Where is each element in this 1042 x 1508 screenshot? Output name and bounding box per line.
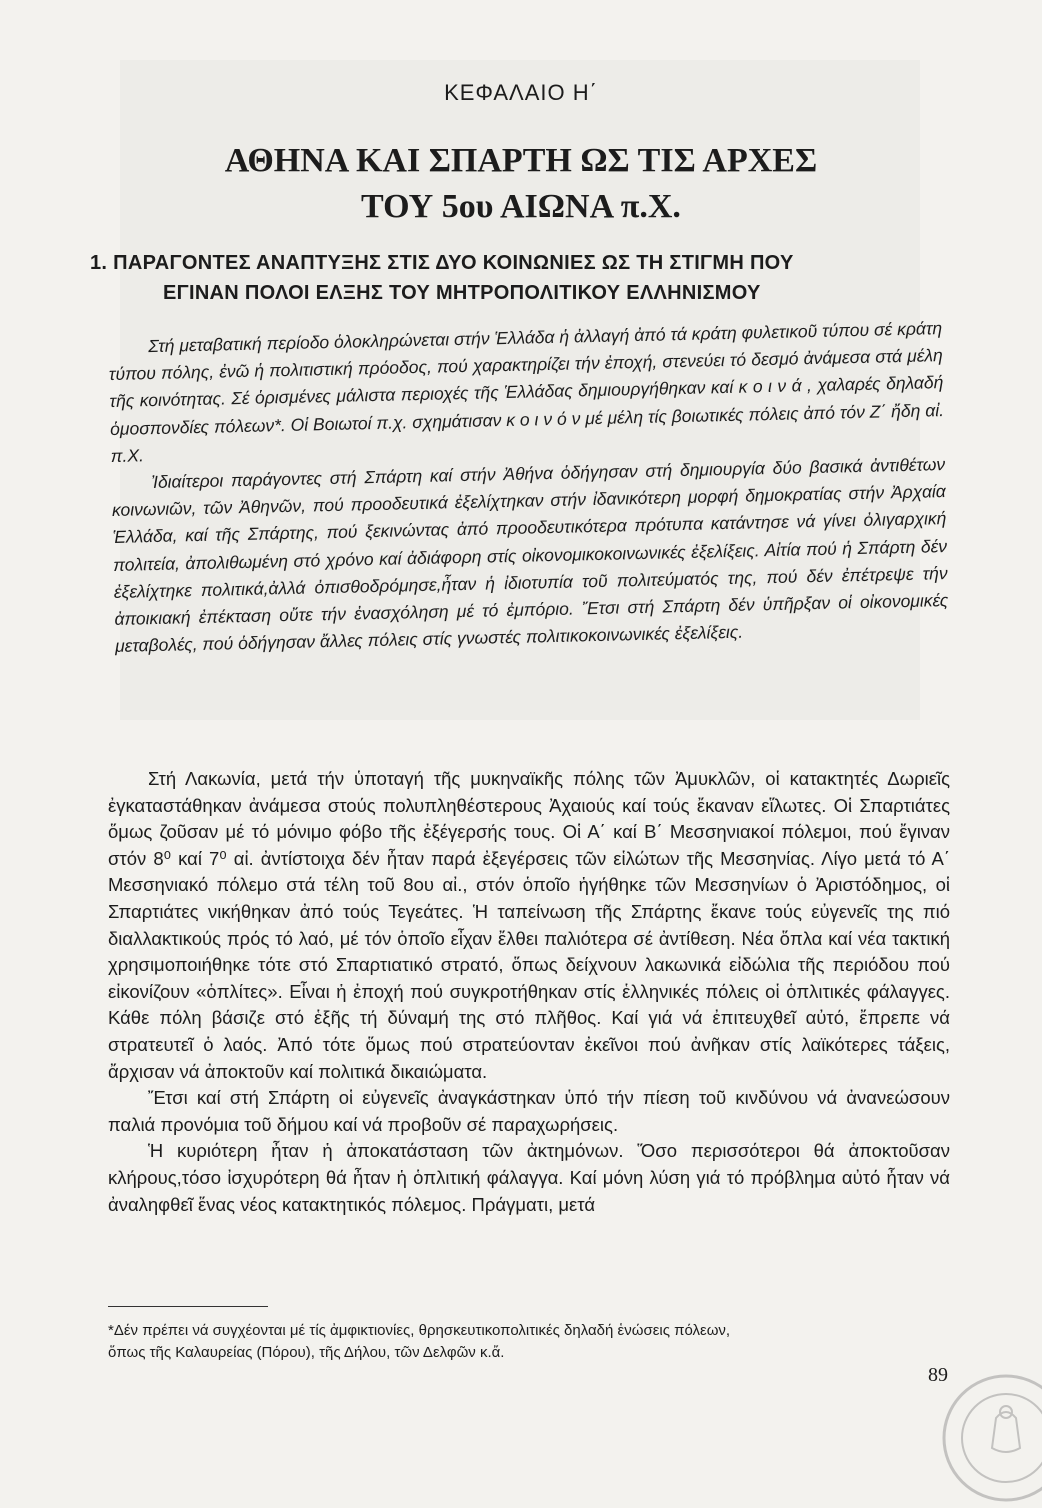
footnote-line-2: ὅπως τῆς Καλαυρείας (Πόρου), τῆς Δήλου, τῶν Δελφῶν κ.ἄ. (108, 1344, 505, 1361)
italic-introduction (108, 315, 949, 660)
chapter-label: ΚΕΦΑΛΑΙΟ Η΄ (444, 80, 598, 105)
chapter-title-line-1: ΑΘΗΝΑ ΚΑΙ ΣΠΑΡΤΗ ΩΣ ΤΙΣ ΑΡΧΕΣ (224, 142, 818, 179)
chapter-title-line-2: ΤΟΥ 5ου ΑΙΩΝΑ π.Χ. (361, 188, 681, 225)
footnote (108, 1320, 958, 1364)
body-paragraph: Στή Λακωνία, μετά τήν ὑποταγή τῆς μυκηναϊκῆς πόλης τῶν Ἀμυκλῶν, οἱ κατακτητές Δωριεῖς ἐγκαταστάθηκαν ἀνάμεσα στούς πολυπληθέστερους Ἀχαιούς καί τούς ἔκαναν εἵλωτες. Οἱ Σπαρτιάτες ὅμως ζοῦσαν μέ τό μόνιμο φόβο τῆς ἐξέγερσής τους. Οἱ Α΄ καί Β΄ Μεσσηνιακοί πόλεμοι, πού ἔγιναν στόν 8⁰ καί 7⁰ αἰ. ἀντίστοιχα δέν ἦταν παρά ἐξεγέρσεις τῶν εἱλώτων τῆς Μεσσηνίας. Λίγο μετά τό Α΄ Μεσσηνιακό πόλεμο στά τέλη τοῦ 8ου αἰ., στόν ὁποῖο ἡγήθηκε τῶν Μεσσηνίων ὁ Ἀριστόδημος, οἱ Σπαρτιάτες νικήθηκαν ἀπό τούς Τεγεάτες. Ἡ ταπείνωση τῆς Σπάρτης ἔκανε τούς εὐγενεῖς της πιό διαλλακτικούς πρός τό λαό, μέ τόν ὁποῖο εἶχαν ἔλθει παλιότερα σέ ἀντίθεση. Νέα ὅπλα καί νέα τακτική χρησιμοποιήθηκε τότε στό Σπαρτιατικό στρατό, ὅπως δείχνουν λακωνικά εἰδώλια τῆς περιόδου πού εἰκονίζουν «ὁπλίτες». Εἶναι ἡ ἐποχή πού συγκροτήθηκαν στίς ἑλληνικές πόλεις οἱ ὁπλιτικές φάλαγγες. Κάθε πόλη βάσιζε στό ἑξῆς τή δύναμή της στό πλῆθος. Καί γιά νά ἐπιτευχθεῖ αὐτό, ἔπρεπε νά στρατευτεῖ ὁ λαός. Ἀπό τότε ὅμως πού στρατεύονταν ἐκεῖνοι πού ἀνῆκαν στίς λαϊκότερες τάξεις, ἄρχισαν νά ἀποκτοῦν καί πολιτικά δικαιώματα. (108, 768, 950, 1082)
italic-paragraph: Ἰδιαίτεροι παράγοντες στή Σπάρτη καί στήν Ἀθήνα ὁδήγησαν στή δημιουργία δύο βασικά ἀντιθέτων κοινωνιῶν, τῶν Ἀθηνῶν, πού προοδευτικά ἐξελίχτηκαν στήν ἰδανικότερη μορφή δημοκρατίας στήν Ἀρχαία Ἑλλάδα, καί τῆς Σπάρτης, πού ξεκινώντας ἀπό προοδευτικότερα πρότυπα κατάντησε νά γίνει ὀλιγαρχική πολιτεία, ἀπολιθωμένη στό χρόνο καί ἀδιάφορη στίς οἰκονομικοκοινωνικές ἐξελίξεις. Αἰτία πού ἡ Σπάρτη δέν ἐξελίχτηκε πολιτικά,ἀλλά ὀπισθοδρόμησε,ἦταν ἡ ἰδιοτυπία τοῦ πολιτεύματός της, πού δέν ἐπέτρεψε τήν ἀποικιακή ἐπέκταση οὔτε τήν ἐνασχόληση μέ τό ἐμπόριο. Ἔτσι στή Σπάρτη δέν ὑπῆρξαν οἱ οἰκονομικές μεταβολές, πού ὁδήγησαν ἄλλες πόλεις στίς γνωστές πολιτικοκοινωνικές ἐξελίξεις. (111, 454, 949, 657)
page-number: 89 (928, 1364, 948, 1386)
section-heading-line-2: ΕΓΙΝΑΝ ΠΟΛΟΙ ΕΛΞΗΣ ΤΟΥ ΜΗΤΡΟΠΟΛΙΤΙΚΟΥ ΕΛΛΗΝΙΣΜΟΥ (163, 282, 761, 304)
body-paragraph: Ἔτσι καί στή Σπάρτη οἱ εὐγενεῖς ἀναγκάστηκαν ὑπό τήν πίεση τοῦ κινδύνου νά ἀνανεώσουν παλιά προνόμια τοῦ δήμου καί νά προβοῦν σέ παραχωρήσεις. (108, 1087, 950, 1135)
section-heading-line-1: 1. ΠΑΡΑΓΟΝΤΕΣ ΑΝΑΠΤΥΞΗΣ ΣΤΙΣ ΔΥΟ ΚΟΙΝΩΝΙΕΣ ΩΣ ΤΗ ΣΤΙΓΜΗ ΠΟΥ (90, 252, 794, 274)
chapter-title (0, 138, 1042, 230)
main-body-text (108, 766, 950, 1218)
library-stamp-icon (936, 1368, 1042, 1508)
footnote-separator (108, 1306, 268, 1307)
italic-paragraph: Στή μεταβατική περίοδο ὁλοκληρώνεται στήν Ἑλλάδα ἡ ἀλλαγή ἀπό τά κράτη φυλετικοῦ τύπου σέ κράτη τύπου πόλης, ἐνῶ ἡ πολιτιστική πρόοδος, πού χαρακτηρίζει τήν ἐποχή, στενεύει τό δεσμό ἀνάμεσα στά μέλη τῆς κοινότητας. Σέ ὁρισμένες μάλιστα περιοχές τῆς Ἑλλάδας δημιουργήθηκαν καί κ ο ι ν ά , χαλαρές δηλαδή ὁμοσπονδίες πόλεων*. Οἱ Βοιωτοί π.χ. σχημάτισαν κ ο ι ν ό ν μέ μέλη τίς βοιωτικές πόλεις ἀπό τόν Ζ΄ ἤδη αἰ. π.Χ. (108, 318, 945, 466)
footnote-line-1: *Δέν πρέπει νά συγχέονται μέ τίς ἀμφικτιονίες, θρησκευτικοπολιτικές δηλαδή ἑνώσεις πόλεων, (108, 1322, 731, 1339)
body-paragraph: Ἡ κυριότερη ἦταν ἡ ἀποκατάσταση τῶν ἀκτημόνων. Ὅσο περισσότεροι θά ἀποκτοῦσαν κλήρους,τόσο ἰσχυρότερη θά ἦταν ἡ ὁπλιτική φάλαγγα. Καί μόνη λύση γιά τό πρόβλημα αὐτό ἦταν νά ἀναληφθεῖ ἕνας νέος κατακτητικός πόλεμος. Πράγματι, μετά (108, 1140, 950, 1215)
section-heading (90, 248, 950, 308)
